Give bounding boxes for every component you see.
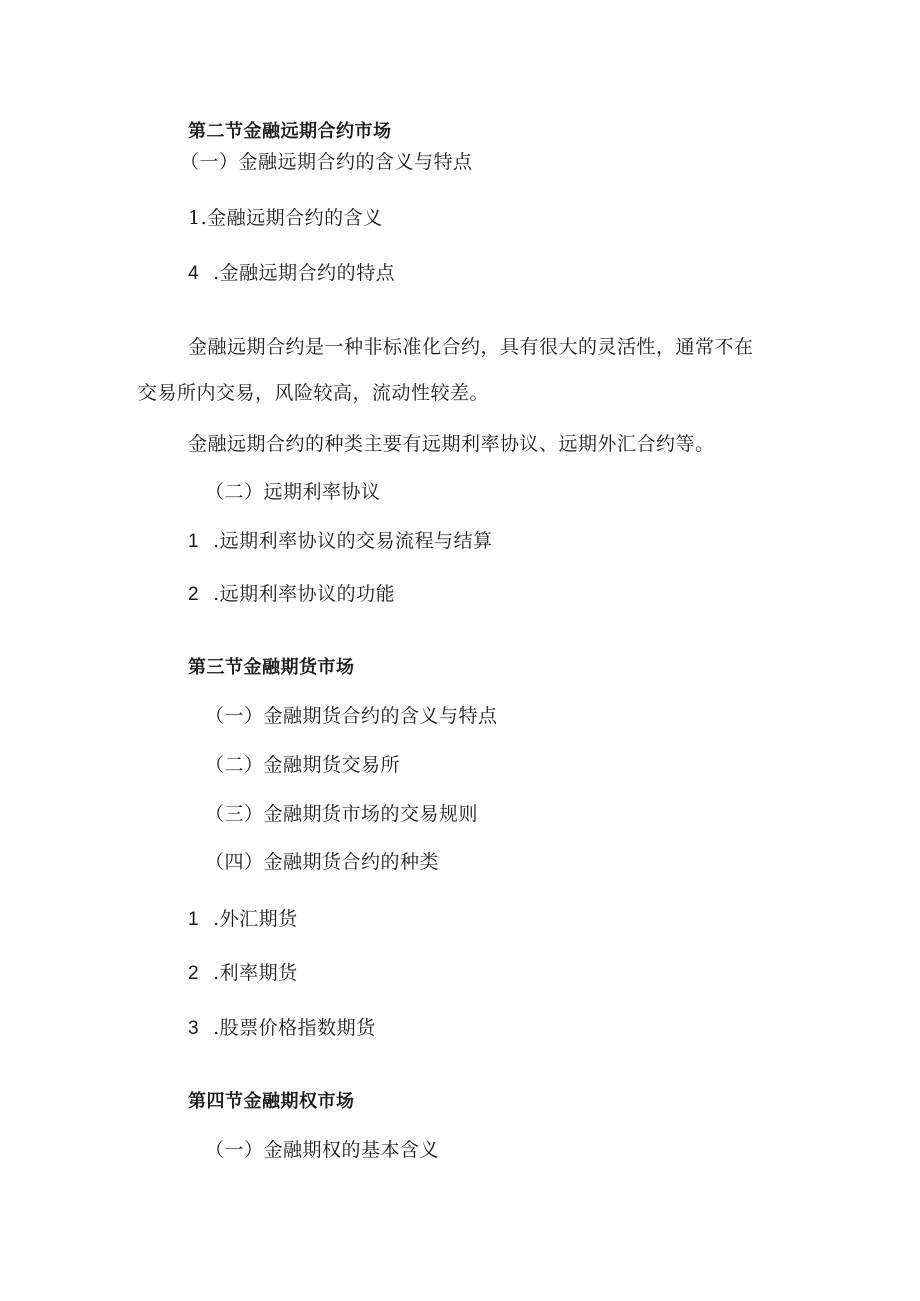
section-4-subheading-1: （一）金融期权的基本含义	[205, 1139, 440, 1161]
paragraph-1-line-1: 金融远期合约是一种非标准化合约，具有很大的灵活性，通常不在	[188, 336, 754, 358]
item-text: .远期利率协议的交易流程与结算	[213, 530, 493, 552]
section-3-heading: 第三节金融期货市场	[188, 657, 355, 678]
section-3-subheading-1: （一）金融期货合约的含义与特点	[205, 705, 498, 727]
item-number: 1	[188, 531, 200, 552]
section-2-subheading-2: （二）远期利率协议	[205, 481, 381, 503]
item-number: 1	[188, 909, 200, 930]
item-text: .外汇期货	[213, 908, 298, 930]
item-text: .利率期货	[213, 962, 298, 984]
section-3-item-3	[188, 1016, 376, 1041]
section-3-subheading-3: （三）金融期货市场的交易规则	[205, 803, 479, 825]
section-3-item-2	[188, 961, 298, 986]
item-number: 3	[188, 1018, 200, 1039]
item-number: 4	[188, 263, 200, 284]
item-text: .远期利率协议的功能	[213, 583, 396, 605]
section-4-heading: 第四节金融期权市场	[188, 1091, 355, 1112]
section-3-subheading-4: （四）金融期货合约的种类	[205, 851, 440, 873]
section-3-item-1	[188, 907, 298, 932]
item-number: 2	[188, 584, 200, 605]
paragraph-2: 金融远期合约的种类主要有远期利率协议、远期外汇合约等。	[188, 433, 715, 455]
section-3-subheading-2: （二）金融期货交易所	[205, 754, 401, 776]
section-2-heading: 第二节金融远期合约市场	[188, 121, 392, 142]
section-2-item-4	[188, 582, 395, 607]
section-2-item-1: 1.金融远期合约的含义	[188, 207, 383, 229]
section-2-item-2	[188, 261, 395, 286]
item-text: .股票价格指数期货	[213, 1017, 376, 1039]
item-number: 2	[188, 963, 200, 984]
paragraph-1-line-2: 交易所内交易，风险较高，流动性较差。	[138, 382, 490, 404]
section-2-subheading-1: （一）金融远期合约的含义与特点	[180, 151, 473, 173]
item-text: .金融远期合约的特点	[213, 262, 396, 284]
section-2-item-3	[188, 529, 493, 554]
